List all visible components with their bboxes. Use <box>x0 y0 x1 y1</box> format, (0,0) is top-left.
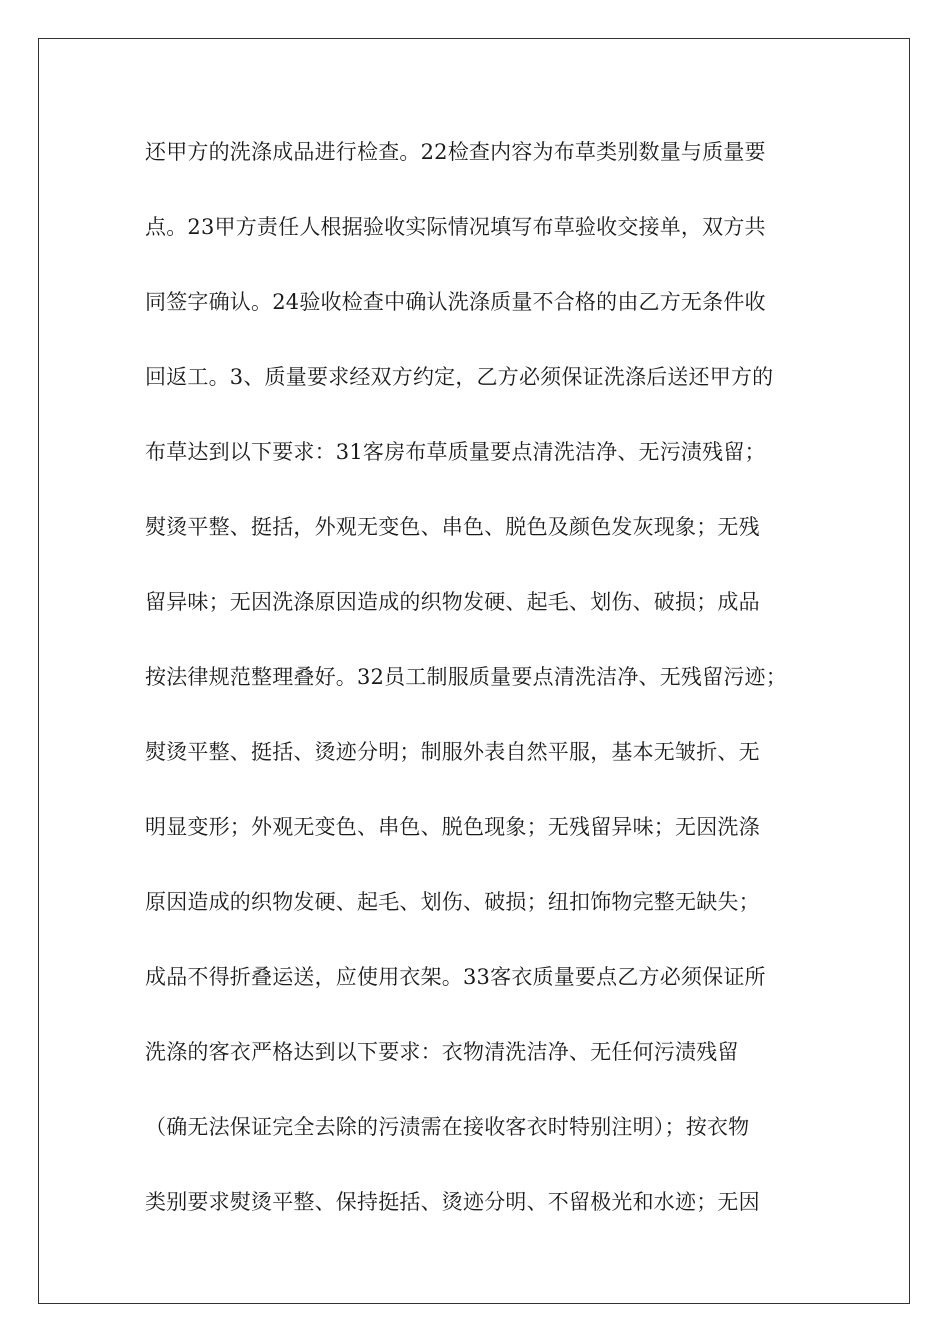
text-line: 按法律规范整理叠好。32员工制服质量要点清洗洁净、无残留污迹； <box>145 665 787 689</box>
text-line: 布草达到以下要求：31客房布草质量要点清洗洁净、无污渍残留； <box>145 440 766 464</box>
text-line: 还甲方的洗涤成品进行检查。22检查内容为布草类别数量与质量要 <box>145 140 766 164</box>
text-line: 留异味；无因洗涤原因造成的织物发硬、起毛、划伤、破损；成品 <box>145 590 760 614</box>
text-line: 洗涤的客衣严格达到以下要求：衣物清洗洁净、无任何污渍残留 <box>145 1040 739 1064</box>
text-line: 熨烫平整、挺括，外观无变色、串色、脱色及颜色发灰现象；无残 <box>145 515 760 539</box>
text-line: 同签字确认。24验收检查中确认洗涤质量不合格的由乙方无条件收 <box>145 290 766 314</box>
text-line: （确无法保证完全去除的污渍需在接收客衣时特别注明）；按衣物 <box>145 1115 750 1139</box>
text-line: 成品不得折叠运送，应使用衣架。33客衣质量要点乙方必须保证所 <box>145 965 766 989</box>
text-line: 明显变形；外观无变色、串色、脱色现象；无残留异味；无因洗涤 <box>145 815 760 839</box>
text-line: 熨烫平整、挺括、烫迹分明；制服外表自然平服，基本无皱折、无 <box>145 740 760 764</box>
text-line: 类别要求熨烫平整、保持挺括、烫迹分明、不留极光和水迹；无因 <box>145 1190 760 1214</box>
document-body <box>145 128 820 1253</box>
text-line: 回返工。3、质量要求经双方约定，乙方必须保证洗涤后送还甲方的 <box>145 365 774 389</box>
text-line: 点。23甲方责任人根据验收实际情况填写布草验收交接单，双方共 <box>145 215 766 239</box>
text-line: 原因造成的织物发硬、起毛、划伤、破损；纽扣饰物完整无缺失； <box>145 890 760 914</box>
